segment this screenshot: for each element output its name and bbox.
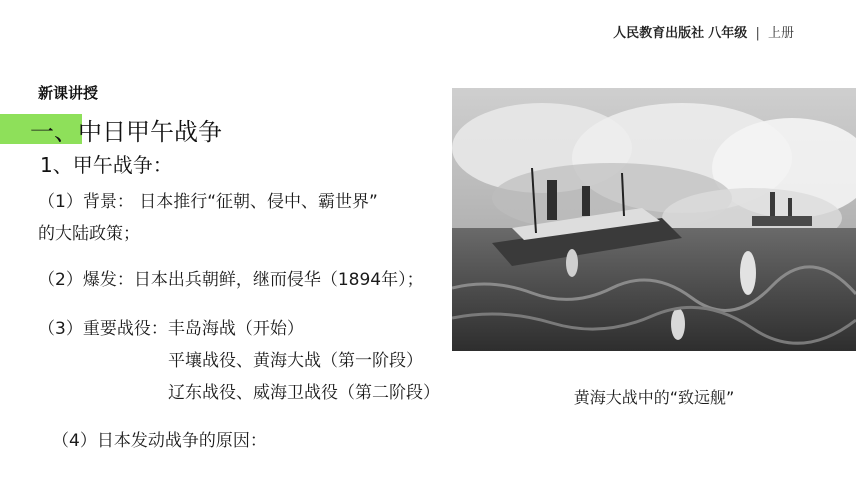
header-separator: | xyxy=(755,26,760,41)
battles-line-2: 平壤战役、黄海大战（第一阶段） xyxy=(168,351,423,371)
section-label: 新课讲授 xyxy=(38,84,99,102)
grade-label: 八年级 xyxy=(708,26,748,41)
volume-label: 上册 xyxy=(767,26,794,41)
lesson-subtitle: 1、甲午战争： xyxy=(40,153,173,177)
naval-battle-photo xyxy=(452,88,856,351)
causes-line: （4）日本发动战争的原因： xyxy=(52,431,267,451)
photo-caption: 黄海大战中的“致远舰” xyxy=(573,388,735,407)
lesson-title: 一、中日甲午战争 xyxy=(30,118,222,146)
publisher-header xyxy=(613,22,794,41)
background-line-2: 的大陆政策； xyxy=(38,224,140,244)
battles-line-3: 辽东战役、威海卫战役（第二阶段） xyxy=(168,383,440,403)
publisher-name: 人民教育出版社 xyxy=(613,26,705,41)
outbreak-line: （2）爆发：日本出兵朝鲜，继而侵华（1894年）； xyxy=(38,270,424,290)
battles-line-1: （3）重要战役：丰岛海战（开始） xyxy=(38,319,304,339)
background-line-1: （1）背景： 日本推行“征朝、侵中、霸世界” xyxy=(38,192,378,212)
